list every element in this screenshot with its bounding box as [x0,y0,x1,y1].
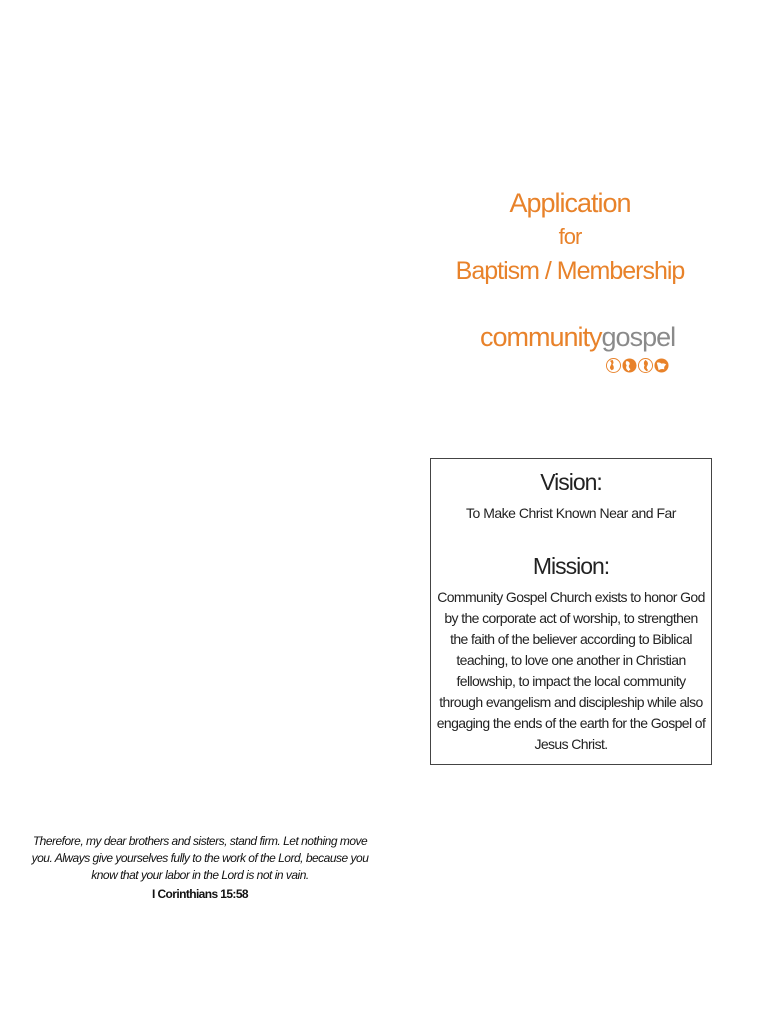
globe-icon [654,358,669,373]
title-line-for: for [558,224,582,249]
document-title [415,186,725,288]
globe-icon [622,358,637,373]
globe-icon [638,358,653,373]
vision-mission-box [430,458,712,765]
title-line-baptism-membership: Baptism / Membership [455,257,685,285]
mission-text: Community Gospel Church exists to honor God by the corporate act of worship, to strengthen the faith of the believer according to Biblical teaching, to love one another in Christian fellowship, to impact the local community through evangelism and discipleship while also engaging the ends of the earth for the Gospel of Jesus Christ. [436,589,706,752]
church-logo [480,320,675,354]
logo-gospel: gospel [601,322,676,352]
vision-text: To Make Christ Known Near and Far [466,505,676,521]
vision-heading: Vision: [540,469,602,495]
logo-globes [606,358,669,373]
globe-icon [606,358,621,373]
scripture-verse: Therefore, my dear brothers and sisters, stand firm. Let nothing move you. Always give yourselves fully to the work of the Lord, because you know that your labor in the Lord is not in vain. [31,834,369,882]
mission-heading: Mission: [532,553,610,579]
logo-community: community [480,322,602,352]
title-line-application: Application [509,188,631,218]
scripture-reference: I Corinthians 15:58 [152,887,248,901]
